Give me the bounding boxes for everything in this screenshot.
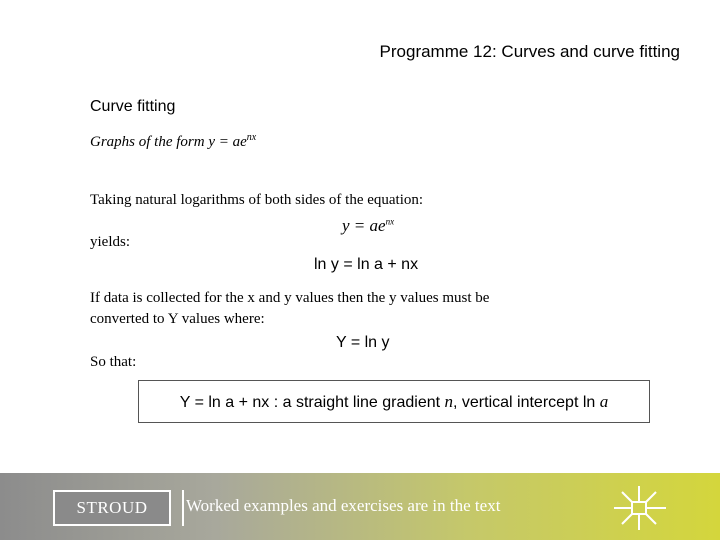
navigation-compass-icon[interactable] bbox=[612, 484, 668, 532]
footer-note: Worked examples and exercises are in the text bbox=[186, 496, 501, 515]
paragraph-so-that: So that: bbox=[90, 354, 137, 370]
paragraph-line-1: If data is collected for the x and y values then the y values must be bbox=[90, 290, 490, 306]
eq1-rhs: = ae bbox=[349, 216, 386, 235]
paragraph-yields: yields: bbox=[90, 234, 130, 250]
result-equation-box bbox=[138, 380, 650, 423]
result-intercept: a bbox=[599, 391, 609, 411]
paragraph-logarithms: Taking natural logarithms of both sides of the equation: bbox=[90, 192, 424, 208]
paragraph-line-2: converted to Y values where: bbox=[90, 311, 265, 327]
eq1-y: y bbox=[342, 216, 350, 235]
equation-exponential bbox=[342, 216, 394, 236]
footer-divider bbox=[182, 490, 184, 526]
result-gradient: n bbox=[444, 391, 454, 411]
result-intercept-label: , vertical intercept ln bbox=[453, 393, 600, 411]
equation-logarithmic: ln y = ln a + nx bbox=[314, 256, 419, 273]
subtitle-superscript: nx bbox=[246, 132, 257, 143]
result-equation bbox=[180, 392, 609, 412]
stroud-logo: STROUD bbox=[53, 490, 171, 526]
section-title: Curve fitting bbox=[90, 98, 176, 115]
section-subtitle bbox=[90, 132, 256, 151]
result-math: Y = ln a + nx bbox=[179, 393, 270, 411]
subtitle-text: Graphs of the form y = ae bbox=[90, 134, 247, 150]
equation-substitution: Y = ln y bbox=[336, 334, 390, 351]
result-description: : a straight line gradient bbox=[269, 393, 445, 411]
paragraph-data-conversion bbox=[90, 288, 489, 330]
eq1-exponent: nx bbox=[385, 216, 395, 227]
programme-header: Programme 12: Curves and curve fitting bbox=[379, 42, 680, 61]
